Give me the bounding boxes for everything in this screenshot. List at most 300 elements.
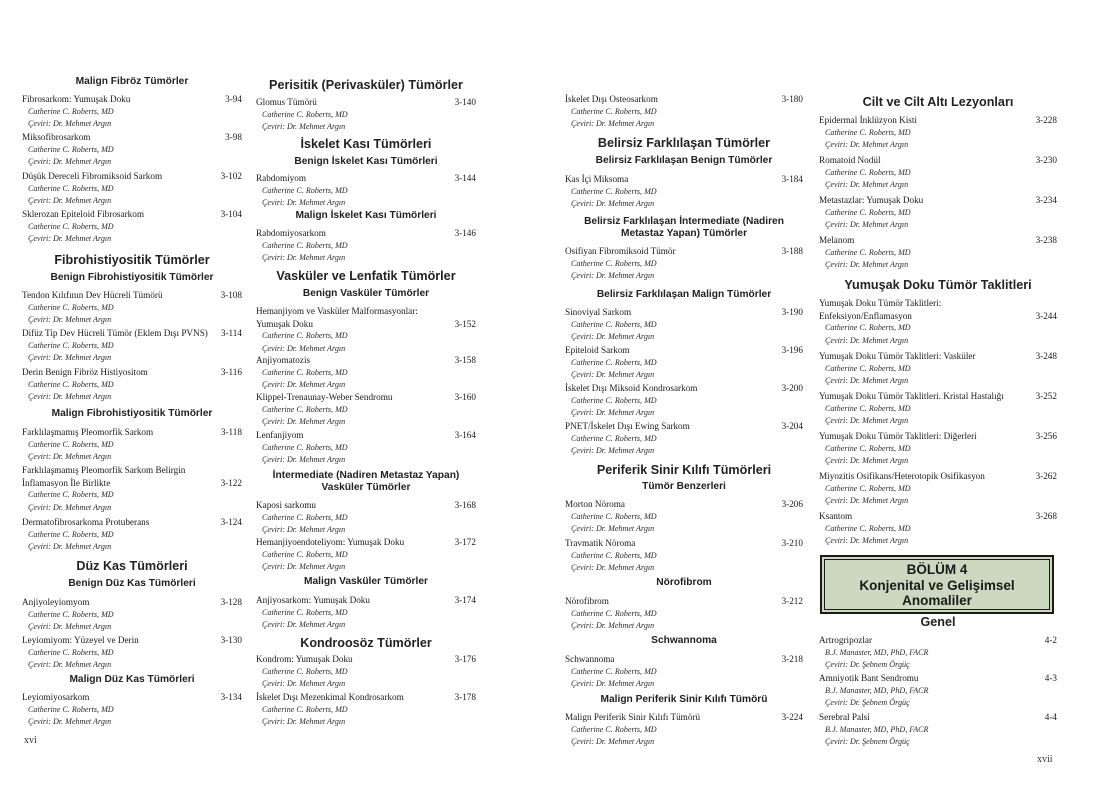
entry-title: Rabdomiyom — [256, 173, 307, 183]
entry-translator: Çeviri: Dr. Mehmet Argın — [571, 563, 655, 573]
toc-entry — [22, 93, 242, 131]
entry-translator: Çeviri: Dr. Mehmet Argın — [28, 353, 112, 363]
entry-page: 3-114 — [220, 328, 242, 338]
toc-entry — [22, 596, 242, 634]
toc-entry-row — [819, 154, 1057, 167]
subsection-heading: Tümör Benzerleri — [642, 481, 726, 492]
subsection-heading: Malign Periferik Sinir Kılıfı Tümörü — [600, 694, 768, 705]
subsection-heading: Benign Düz Kas Tümörleri — [68, 578, 196, 589]
toc-entry — [256, 429, 476, 467]
entry-author: Catherine C. Roberts, MD — [262, 549, 348, 559]
toc-entry-row — [22, 691, 242, 704]
toc-entry-row — [819, 234, 1057, 247]
entry-translator: Çeviri: Dr. Mehmet Argın — [28, 234, 112, 244]
toc-entry-row — [565, 93, 803, 106]
subsection-heading: Belirsiz Farklılaşan Malign Tümörler — [596, 289, 772, 300]
entry-translator: Çeviri: Dr. Mehmet Argın — [28, 392, 112, 402]
entry-translator: Çeviri: Dr. Mehmet Argın — [28, 542, 112, 552]
toc-entry-row — [22, 208, 242, 221]
toc-entry-row — [256, 305, 476, 330]
entry-page: 3-234 — [1035, 195, 1057, 205]
toc-entry-row — [22, 634, 242, 647]
entry-page: 3-210 — [781, 538, 803, 548]
entry-translator: Çeviri: Dr. Mehmet Argın — [262, 562, 346, 572]
entry-page: 3-212 — [781, 596, 803, 606]
entry-author: Catherine C. Roberts, MD — [28, 490, 114, 500]
entry-translator: Çeviri: Dr. Mehmet Argın — [28, 196, 112, 206]
entry-page: 3-262 — [1035, 471, 1057, 481]
entry-title: Romatoid Nodül — [819, 155, 881, 165]
toc-entry-row — [22, 426, 242, 439]
entry-author: Catherine C. Roberts, MD — [262, 442, 348, 452]
entry-page: 3-134 — [220, 692, 242, 702]
entry-title: Travmatik Nöroma — [565, 538, 636, 548]
subsection-heading: Malign Fibrohistiyositik Tümörler — [51, 408, 213, 419]
entry-page: 3-238 — [1035, 235, 1057, 245]
toc-entry-row — [819, 672, 1057, 685]
toc-entry — [819, 234, 1057, 272]
entry-translator: Çeviri: Dr. Mehmet Argın — [28, 157, 112, 167]
entry-translator: Çeviri: Dr. Mehmet Argın — [825, 140, 909, 150]
toc-entry-row — [565, 420, 803, 433]
toc-entry — [819, 350, 1057, 388]
entry-page: 3-224 — [781, 712, 803, 722]
entry-author: Catherine C. Roberts, MD — [262, 185, 348, 195]
entry-translator: Çeviri: Dr. Mehmet Argın — [28, 315, 112, 325]
entry-title: Anjiyosarkom: Yumuşak Doku — [256, 595, 370, 605]
entry-translator: Çeviri: Dr. Mehmet Argın — [262, 198, 346, 208]
toc-entry — [819, 510, 1057, 548]
entry-title: İskelet Dışı Osteosarkom — [565, 94, 658, 104]
toc-entry-row — [565, 382, 803, 395]
entry-translator: Çeviri: Dr. Mehmet Argın — [825, 496, 909, 506]
entry-page: 3-206 — [781, 499, 803, 509]
entry-title: Sinoviyal Sarkom — [565, 307, 632, 317]
entry-page: 3-104 — [220, 209, 242, 219]
entry-translator: Çeviri: Dr. Mehmet Argın — [571, 332, 655, 342]
entry-author: Catherine C. Roberts, MD — [262, 704, 348, 714]
entry-translator: Çeviri: Dr. Mehmet Argın — [262, 380, 346, 390]
entry-page: 3-180 — [781, 94, 803, 104]
section-heading: Fibrohistiyositik Tümörler — [54, 253, 210, 267]
subsection-heading: Malign Fibröz Tümörler — [75, 76, 189, 87]
toc-entry-row — [565, 344, 803, 357]
toc-entry-row — [819, 510, 1057, 523]
toc-entry-row — [22, 464, 242, 489]
entry-title: Yumuşak Doku Tümör Taklitleri: Diğerleri — [819, 431, 977, 441]
entry-title: Kas İçi Miksoma — [565, 174, 629, 184]
entry-author: Catherine C. Roberts, MD — [571, 608, 657, 618]
entry-page: 3-144 — [454, 173, 476, 183]
toc-entry-row — [819, 297, 1057, 322]
toc-entry — [565, 711, 803, 749]
toc-entry — [22, 327, 242, 365]
entry-page: 3-248 — [1035, 351, 1057, 361]
entry-page: 3-190 — [781, 307, 803, 317]
entry-translator: Çeviri: Dr. Mehmet Argın — [571, 408, 655, 418]
entry-page: 3-130 — [220, 635, 242, 645]
entry-translator: Çeviri: Dr. Mehmet Argın — [262, 417, 346, 427]
entry-author: Catherine C. Roberts, MD — [825, 247, 911, 257]
section-heading: Kondroosöz Tümörler — [300, 636, 432, 650]
entry-author: Catherine C. Roberts, MD — [571, 433, 657, 443]
toc-entry — [565, 173, 803, 211]
entry-translator: Çeviri: Dr. Mehmet Argın — [262, 717, 346, 727]
entry-page: 3-204 — [781, 421, 803, 431]
entry-title: Tendon Kılıfının Dev Hücreli Tümörü — [22, 290, 163, 300]
entry-title: PNET/İskelet Dışı Ewing Sarkom — [565, 421, 690, 431]
entry-translator: Çeviri: Dr. Mehmet Argın — [825, 180, 909, 190]
toc-entry — [819, 390, 1057, 428]
subsection-heading: Malign Vasküler Tümörler — [304, 576, 428, 587]
entry-author: B.J. Manaster, MD, PhD, FACR — [825, 647, 929, 657]
toc-entry-row — [256, 594, 476, 607]
entry-page: 3-94 — [225, 94, 242, 104]
toc-entry — [819, 430, 1057, 468]
entry-title: Düşük Dereceli Fibromiksoid Sarkom — [22, 171, 163, 181]
toc-entry — [819, 470, 1057, 508]
section-heading: Düz Kas Tümörleri — [76, 559, 188, 573]
toc-entry — [256, 536, 476, 574]
entry-title: Hemanjiyom ve Vasküler Malformasyonlar: Yumuşak Doku — [256, 306, 418, 329]
entry-translator: Çeviri: Dr. Mehmet Argın — [28, 119, 112, 129]
entry-page: 3-140 — [454, 97, 476, 107]
toc-entry — [565, 653, 803, 691]
entry-title: Morton Nöroma — [565, 499, 625, 509]
entry-author: Catherine C. Roberts, MD — [28, 379, 114, 389]
entry-title: Leyiomiyom: Yüzeyel ve Derin — [22, 635, 139, 645]
toc-entry-row — [565, 653, 803, 666]
toc-entry-row — [565, 595, 803, 608]
entry-author: Catherine C. Roberts, MD — [571, 395, 657, 405]
toc-entry-row — [819, 711, 1057, 724]
entry-page: 3-228 — [1035, 115, 1057, 125]
toc-entry — [565, 498, 803, 536]
toc-entry — [22, 289, 242, 327]
entry-author: Catherine C. Roberts, MD — [28, 529, 114, 539]
entry-translator: Çeviri: Dr. Mehmet Argın — [571, 271, 655, 281]
entry-translator: Çeviri: Dr. Mehmet Argın — [825, 376, 909, 386]
section-heading: Periferik Sinir Kılıfı Tümörleri — [596, 463, 772, 477]
entry-author: Catherine C. Roberts, MD — [262, 109, 348, 119]
entry-author: Catherine C. Roberts, MD — [262, 607, 348, 617]
subsection-heading: Benign İskelet Kası Tümörleri — [294, 156, 438, 167]
toc-entry-row — [256, 499, 476, 512]
entry-title: Yumuşak Doku Tümör Taklitleri: Enfeksiyon/Enflamasyon — [819, 298, 942, 321]
section-heading: Genel — [920, 615, 956, 629]
page-number-left: xvi — [24, 735, 37, 746]
entry-page: 3-188 — [781, 246, 803, 256]
toc-entry — [565, 245, 803, 283]
toc-entry-row — [22, 516, 242, 529]
toc-entry — [256, 653, 476, 691]
entry-translator: Çeviri: Dr. Şebnem Örgüç — [825, 698, 910, 708]
entry-title: Yumuşak Doku Tümör Taklitleri: Vasküler — [819, 351, 976, 361]
entry-translator: Çeviri: Dr. Mehmet Argın — [571, 621, 655, 631]
entry-title: Kondrom: Yumuşak Doku — [256, 654, 353, 664]
banner-line-2: Konjenital ve Gelişimsel — [859, 577, 1015, 593]
toc-entry — [22, 170, 242, 208]
toc-entry-row — [819, 114, 1057, 127]
subsection-heading: Malign Düz Kas Tümörleri — [69, 674, 195, 685]
section-banner — [820, 555, 1054, 614]
toc-entry — [565, 382, 803, 420]
entry-page: 3-146 — [454, 228, 476, 238]
entry-translator: Çeviri: Dr. Mehmet Argın — [825, 456, 909, 466]
entry-author: Catherine C. Roberts, MD — [28, 144, 114, 154]
entry-author: Catherine C. Roberts, MD — [825, 207, 911, 217]
entry-translator: Çeviri: Dr. Mehmet Argın — [825, 220, 909, 230]
section-heading: Belirsiz Farklılaşan Tümörler — [597, 136, 771, 150]
entry-title: Serebral Palsi — [819, 712, 870, 722]
entry-title: Difüz Tip Dev Hücreli Tümör (Eklem Dışı PVNS) — [22, 328, 208, 338]
subsection-heading: Benign Fibrohistiyositik Tümörler — [50, 272, 214, 283]
entry-title: Amniyotik Bant Sendromu — [819, 673, 919, 683]
entry-title: Melanom — [819, 235, 855, 245]
entry-title: Klippel-Trenaunay-Weber Sendromu — [256, 392, 393, 402]
toc-entry-row — [256, 536, 476, 549]
subsection-heading: Belirsiz Farklılaşan Benign Tümörler — [595, 155, 773, 166]
toc-entry-row — [565, 306, 803, 319]
entry-title: Dermatofibrosarkoma Protuberans — [22, 517, 150, 527]
entry-title: Yumuşak Doku Tümör Taklitleri. Kristal Hastalığı — [819, 391, 1004, 401]
toc-entry — [256, 354, 476, 392]
entry-translator: Çeviri: Dr. Mehmet Argın — [825, 416, 909, 426]
entry-title: Anjiyomatozis — [256, 355, 311, 365]
toc-entry-row — [819, 390, 1057, 403]
toc-entry-row — [256, 653, 476, 666]
entry-translator: Çeviri: Dr. Şebnem Örgüç — [825, 737, 910, 747]
toc-entry-row — [256, 227, 476, 240]
entry-title: Farklılaşmamış Pleomorfik Sarkom Belirgin İnflamasyon İle Birlikte — [22, 465, 186, 488]
entry-page: 3-118 — [220, 427, 242, 437]
entry-author: Catherine C. Roberts, MD — [571, 258, 657, 268]
entry-title: Glomus Tümörü — [256, 97, 317, 107]
toc-entry-row — [256, 391, 476, 404]
subsection-heading: İntermediate (Nadiren Metastaz Yapan) Vasküler Tümörler — [272, 470, 460, 493]
toc-entry — [256, 594, 476, 632]
toc-entry — [565, 344, 803, 382]
entry-author: Catherine C. Roberts, MD — [825, 483, 911, 493]
entry-author: Catherine C. Roberts, MD — [28, 106, 114, 116]
entry-author: Catherine C. Roberts, MD — [262, 666, 348, 676]
entry-title: Malign Periferik Sinir Kılıfı Tümörü — [565, 712, 701, 722]
entry-title: Lenfanjiyom — [256, 430, 304, 440]
toc-entry-row — [819, 634, 1057, 647]
banner-line-3: Anomaliler — [902, 593, 972, 608]
toc-entry-row — [22, 327, 242, 340]
entry-page: 3-174 — [454, 595, 476, 605]
entry-page: 3-128 — [220, 597, 242, 607]
toc-entry — [22, 464, 242, 514]
entry-translator: Çeviri: Dr. Mehmet Argın — [825, 335, 909, 345]
toc-entry — [256, 305, 476, 355]
entry-author: Catherine C. Roberts, MD — [28, 609, 114, 619]
entry-translator: Çeviri: Dr. Mehmet Argın — [262, 679, 346, 689]
toc-entry — [819, 634, 1057, 672]
entry-translator: Çeviri: Dr. Mehmet Argın — [28, 660, 112, 670]
entry-author: Catherine C. Roberts, MD — [825, 403, 911, 413]
toc-entry — [22, 516, 242, 554]
entry-title: Miyozitis Osifikans/Heterotopik Osifikasyon — [819, 471, 985, 481]
toc-entry — [22, 426, 242, 464]
toc-entry — [565, 595, 803, 633]
toc-entry — [256, 499, 476, 537]
entry-title: Derin Benign Fibröz Histiyositom — [22, 367, 148, 377]
section-heading: Yumuşak Doku Tümör Taklitleri — [844, 278, 1032, 292]
entry-page: 4-3 — [1044, 673, 1057, 683]
entry-translator: Çeviri: Dr. Mehmet Argın — [262, 122, 346, 132]
toc-entry — [22, 131, 242, 169]
entry-page: 3-158 — [454, 355, 476, 365]
entry-title: Schwannoma — [565, 654, 615, 664]
toc-entry — [819, 114, 1057, 152]
entry-title: İskelet Dışı Miksoid Kondrosarkom — [565, 383, 698, 393]
entry-page: 3-122 — [220, 477, 242, 488]
entry-author: Catherine C. Roberts, MD — [571, 319, 657, 329]
entry-page: 3-200 — [781, 383, 803, 393]
entry-translator: Çeviri: Dr. Mehmet Argın — [825, 260, 909, 270]
entry-page: 3-178 — [454, 692, 476, 702]
toc-entry-row — [565, 245, 803, 258]
entry-title: Ksantom — [819, 511, 853, 521]
entry-translator: Çeviri: Dr. Mehmet Argın — [571, 199, 655, 209]
toc-entry-row — [22, 596, 242, 609]
entry-page: 3-152 — [454, 318, 476, 329]
entry-title: Nörofibrom — [565, 596, 609, 606]
page-number-right: xvii — [1037, 754, 1053, 765]
toc-entry-row — [565, 173, 803, 186]
toc-entry — [22, 634, 242, 672]
entry-page: 3-160 — [454, 392, 476, 402]
entry-title: Miksofibrosarkom — [22, 132, 91, 142]
banner-line-1: BÖLÜM 4 — [906, 562, 968, 577]
entry-translator: Çeviri: Dr. Mehmet Argın — [571, 737, 655, 747]
entry-title: Hemanjiyoendoteliyom: Yumuşak Doku — [256, 537, 405, 547]
entry-page: 3-98 — [225, 132, 242, 142]
entry-title: Epiteloid Sarkom — [565, 345, 630, 355]
toc-entry — [819, 194, 1057, 232]
entry-translator: Çeviri: Dr. Mehmet Argın — [28, 452, 112, 462]
subsection-heading: Benign Vasküler Tümörler — [302, 288, 430, 299]
entry-author: Catherine C. Roberts, MD — [28, 439, 114, 449]
entry-page: 3-256 — [1035, 431, 1057, 441]
subsection-heading: Nörofibrom — [656, 577, 712, 588]
toc-entry-row — [256, 172, 476, 185]
entry-author: Catherine C. Roberts, MD — [28, 183, 114, 193]
toc-entry-row — [22, 131, 242, 144]
section-heading: Cilt ve Cilt Altı Lezyonları — [862, 95, 1014, 109]
toc-entry-row — [819, 470, 1057, 483]
toc-entry-row — [565, 711, 803, 724]
entry-author: Catherine C. Roberts, MD — [28, 302, 114, 312]
entry-author: Catherine C. Roberts, MD — [262, 331, 348, 341]
toc-entry-row — [256, 429, 476, 442]
entry-author: B.J. Manaster, MD, PhD, FACR — [825, 724, 929, 734]
entry-author: Catherine C. Roberts, MD — [571, 186, 657, 196]
entry-author: Catherine C. Roberts, MD — [825, 167, 911, 177]
entry-translator: Çeviri: Dr. Mehmet Argın — [28, 622, 112, 632]
entry-author: Catherine C. Roberts, MD — [825, 523, 911, 533]
entry-translator: Çeviri: Dr. Mehmet Argın — [262, 253, 346, 263]
entry-author: Catherine C. Roberts, MD — [571, 106, 657, 116]
entry-page: 3-184 — [781, 174, 803, 184]
toc-entry — [256, 691, 476, 729]
entry-translator: Çeviri: Dr. Mehmet Argın — [28, 502, 112, 512]
entry-title: Metastazlar: Yumuşak Doku — [819, 195, 924, 205]
toc-entry-row — [256, 96, 476, 109]
entry-translator: Çeviri: Dr. Mehmet Argın — [571, 679, 655, 689]
entry-title: Anjiyoleyiomyom — [22, 597, 90, 607]
entry-page: 3-176 — [454, 654, 476, 664]
toc-entry — [565, 537, 803, 575]
toc-entry — [819, 711, 1057, 749]
entry-author: Catherine C. Roberts, MD — [28, 647, 114, 657]
toc-entry-row — [22, 289, 242, 302]
subsection-heading: Belirsiz Farklılaşan İntermediate (Nadiren Metastaz Yapan) Tümörler — [584, 216, 784, 239]
toc-entry — [256, 227, 476, 265]
toc-entry — [565, 306, 803, 344]
entry-author: Catherine C. Roberts, MD — [28, 704, 114, 714]
toc-entry-row — [22, 93, 242, 106]
entry-page: 3-196 — [781, 345, 803, 355]
toc-entry — [565, 420, 803, 458]
entry-page: 4-4 — [1044, 712, 1057, 722]
toc-entry-row — [565, 537, 803, 550]
entry-author: Catherine C. Roberts, MD — [262, 404, 348, 414]
entry-translator: Çeviri: Dr. Mehmet Argın — [571, 524, 655, 534]
entry-translator: Çeviri: Dr. Mehmet Argın — [262, 620, 346, 630]
entry-author: Catherine C. Roberts, MD — [571, 666, 657, 676]
subsection-heading: Malign İskelet Kası Tümörleri — [295, 210, 437, 221]
entry-translator: Çeviri: Dr. Mehmet Argın — [262, 343, 346, 353]
entry-author: B.J. Manaster, MD, PhD, FACR — [825, 685, 929, 695]
entry-author: Catherine C. Roberts, MD — [28, 221, 114, 231]
section-heading: İskelet Kası Tümörleri — [300, 137, 432, 151]
toc-entry — [819, 672, 1057, 710]
toc-entry-row — [22, 366, 242, 379]
toc-entry-row — [819, 350, 1057, 363]
entry-title: İskelet Dışı Mezenkimal Kondrosarkom — [256, 692, 404, 702]
entry-page: 3-124 — [220, 517, 242, 527]
toc-entry — [819, 297, 1057, 347]
entry-title: Fibrosarkom: Yumuşak Doku — [22, 94, 131, 104]
toc-entry — [819, 154, 1057, 192]
entry-title: Artrogripozlar — [819, 635, 873, 645]
entry-page: 3-252 — [1035, 391, 1057, 401]
entry-translator: Çeviri: Dr. Mehmet Argın — [262, 525, 346, 535]
subsection-heading: Schwannoma — [651, 635, 717, 646]
entry-page: 3-108 — [220, 290, 242, 300]
entry-title: Sklerozan Epiteloid Fibrosarkom — [22, 209, 144, 219]
toc-entry-row — [565, 498, 803, 511]
entry-author: Catherine C. Roberts, MD — [571, 511, 657, 521]
entry-title: Kaposi sarkomu — [256, 500, 316, 510]
entry-page: 3-218 — [781, 654, 803, 664]
entry-author: Catherine C. Roberts, MD — [571, 724, 657, 734]
entry-author: Catherine C. Roberts, MD — [262, 367, 348, 377]
entry-translator: Çeviri: Dr. Mehmet Argın — [571, 119, 655, 129]
entry-title: Rabdomiyosarkom — [256, 228, 326, 238]
entry-page: 3-168 — [454, 500, 476, 510]
entry-title: Leyiomiyosarkom — [22, 692, 90, 702]
entry-page: 3-268 — [1035, 511, 1057, 521]
entry-author: Catherine C. Roberts, MD — [571, 357, 657, 367]
entry-author: Catherine C. Roberts, MD — [28, 340, 114, 350]
entry-title: Osifiyan Fibromiksoid Tümör — [565, 246, 676, 256]
entry-author: Catherine C. Roberts, MD — [262, 512, 348, 522]
entry-author: Catherine C. Roberts, MD — [825, 127, 911, 137]
